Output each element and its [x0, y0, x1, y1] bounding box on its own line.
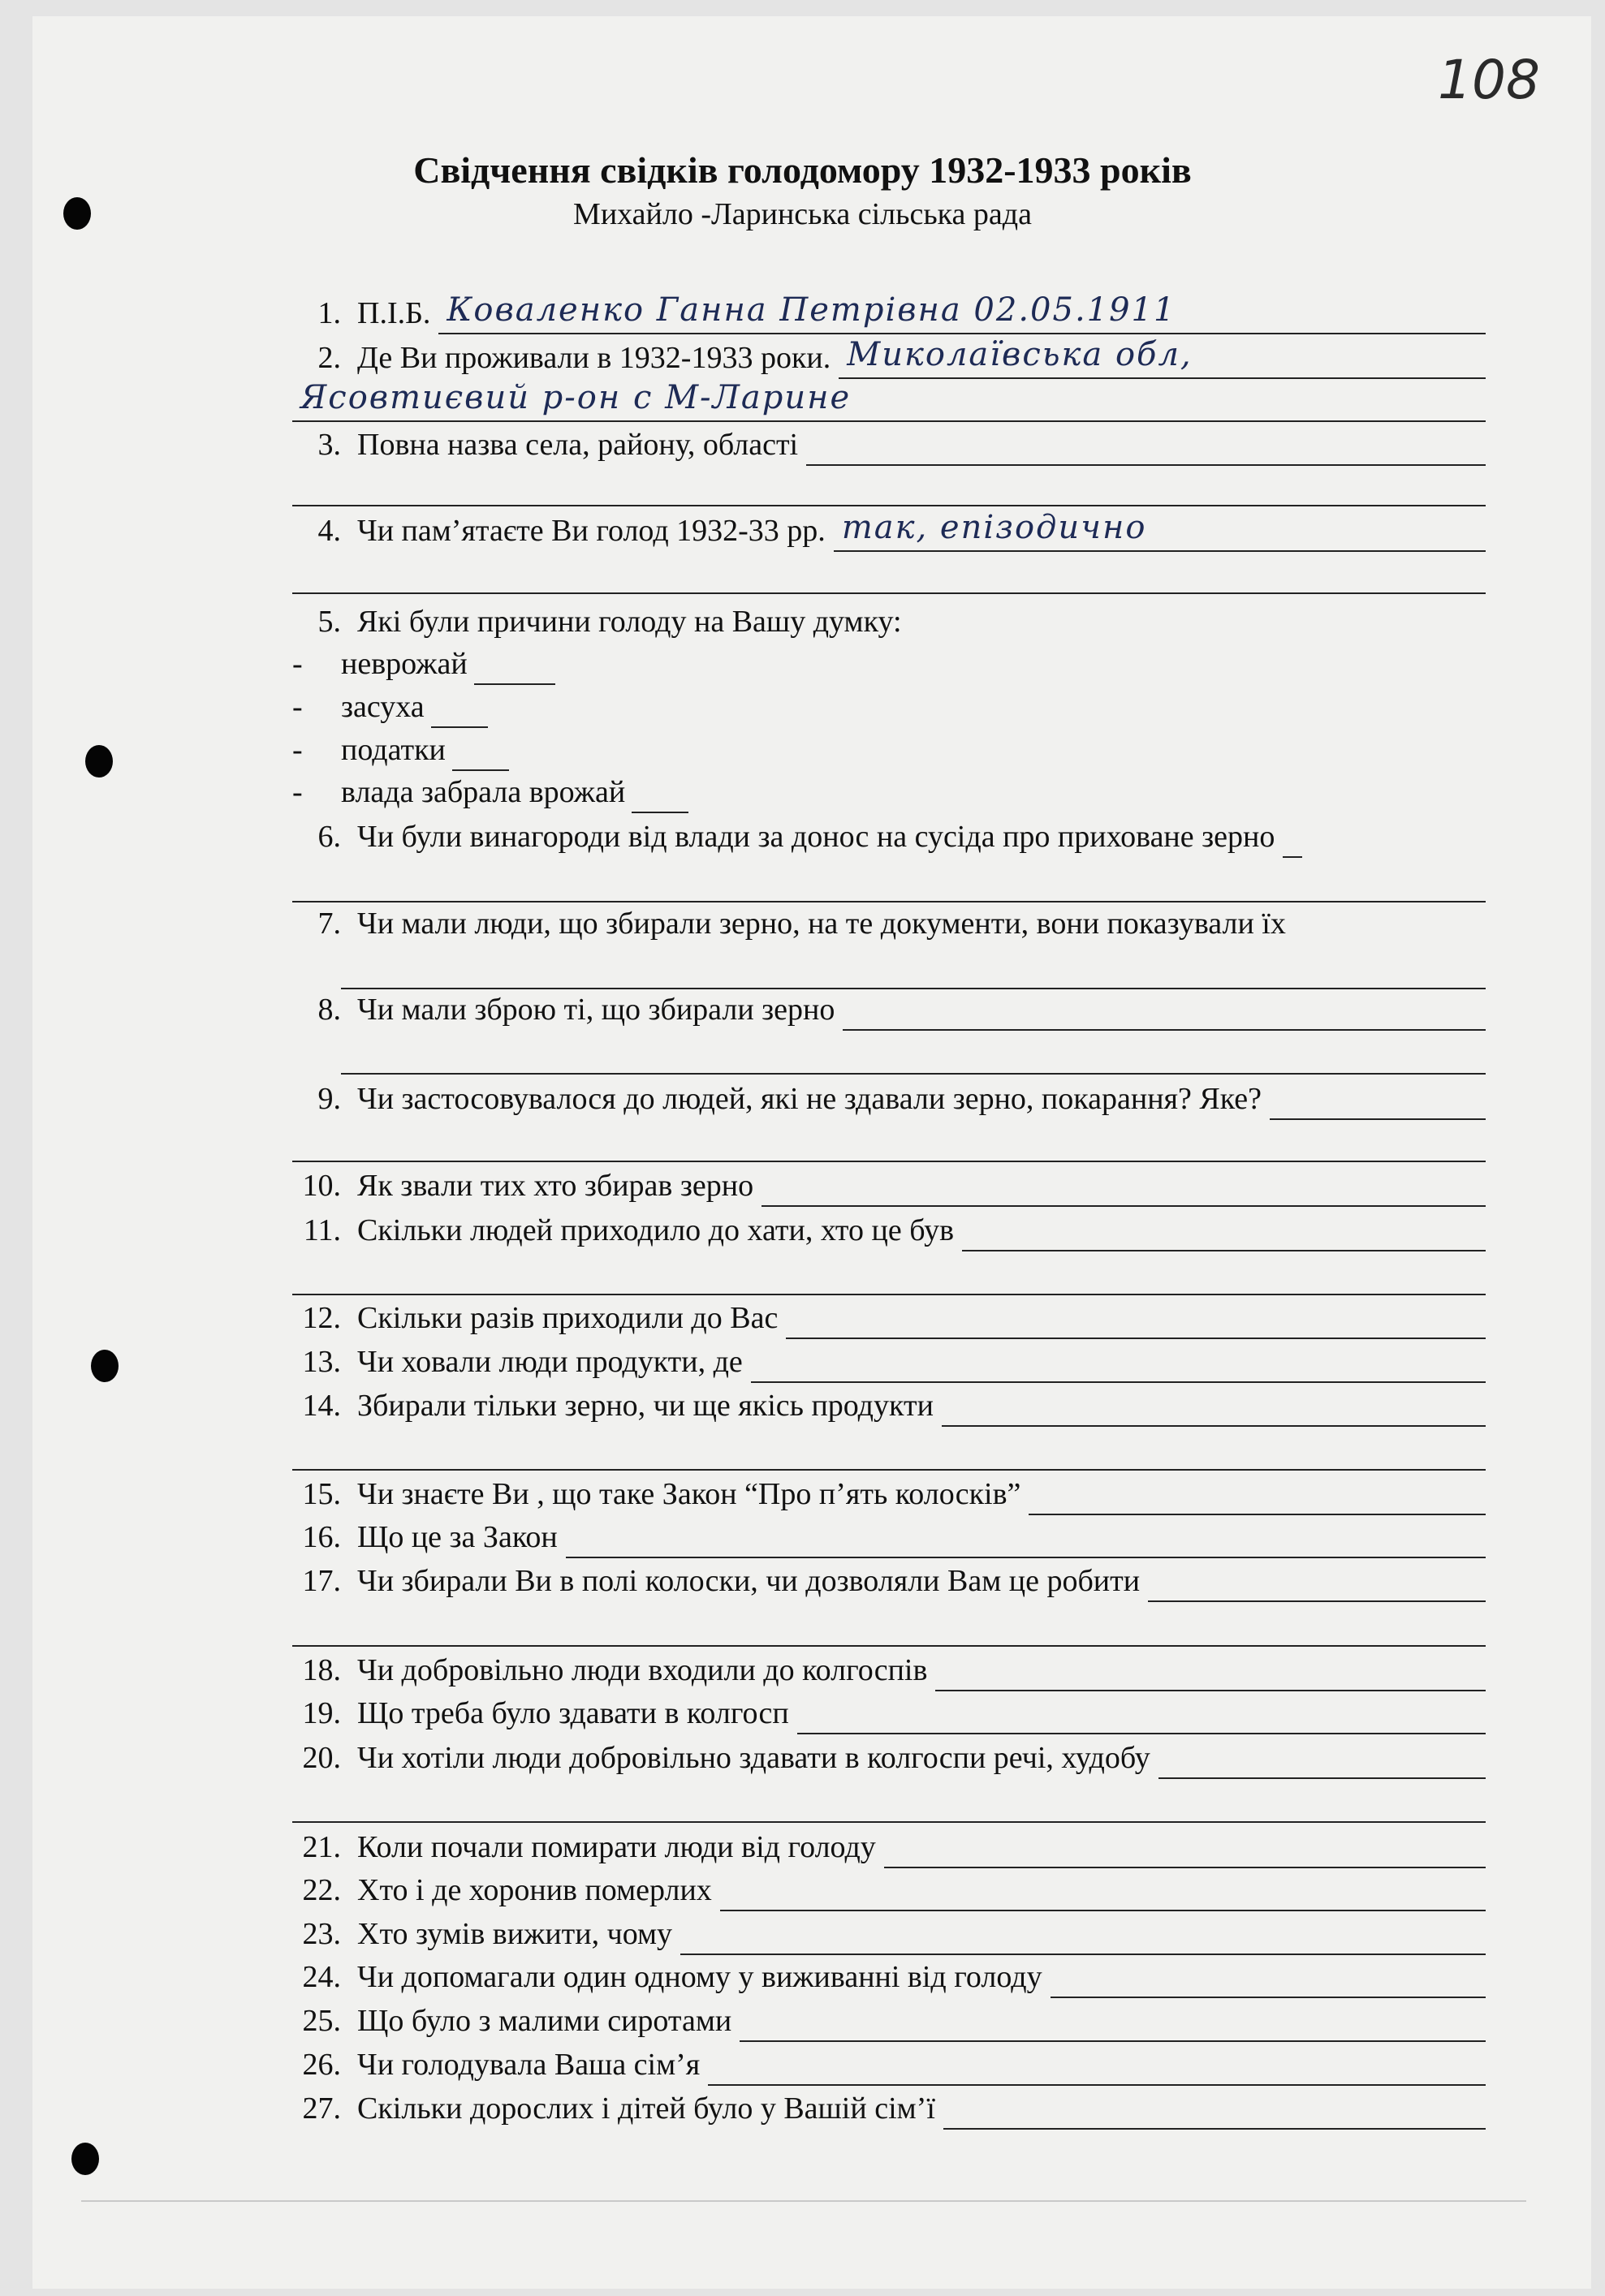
question-number: 25. — [302, 2004, 341, 2038]
handwritten-answer: Ясовтиєвий р-он с М-Ларине — [300, 379, 852, 416]
answer-field[interactable] — [1158, 1745, 1486, 1779]
question-row — [292, 2000, 1486, 2042]
question-number: 22. — [302, 1873, 341, 1907]
answer-continuation — [292, 380, 1486, 422]
question-row — [292, 510, 1486, 552]
question-number: 7. — [317, 907, 341, 941]
answer-field[interactable] — [740, 2008, 1486, 2042]
question-number: 15. — [302, 1477, 341, 1511]
question-row — [292, 1737, 1486, 1779]
handwritten-answer: так, епізодично — [841, 509, 1147, 546]
question-row — [292, 816, 1486, 858]
question-text: Чи мали зброю ті, що збирали зерно — [357, 993, 835, 1027]
question-row — [292, 1692, 1486, 1734]
question-text: Де Ви проживали в 1932-1933 роки. — [357, 341, 831, 375]
page-bottom-rule — [81, 2199, 1526, 2202]
answer-field[interactable] — [438, 291, 1486, 334]
question-row — [292, 601, 1486, 643]
question-text: Чи добровільно люди входили до колгоспів — [357, 1653, 928, 1687]
answer-line[interactable] — [292, 1820, 1486, 1823]
question-number: 16. — [302, 1520, 341, 1554]
question-row — [292, 1341, 1486, 1383]
page-number: 108 — [1438, 49, 1540, 111]
question-row — [292, 292, 1486, 334]
cause-field[interactable] — [431, 699, 488, 728]
question-number: 6. — [317, 820, 341, 854]
answer-field[interactable] — [1283, 824, 1302, 858]
question-text: Чи допомагали один одному у виживанні від голоду — [357, 1960, 1042, 1994]
punch-hole — [71, 2143, 99, 2175]
answer-field[interactable] — [834, 509, 1486, 552]
answer-field[interactable] — [720, 1877, 1486, 1911]
question-row — [292, 1913, 1486, 1955]
cause-option: - засуха — [292, 686, 1486, 728]
cause-field[interactable] — [632, 784, 688, 813]
question-text: Чи голодувала Ваша сім’я — [357, 2048, 701, 2082]
question-row — [292, 1649, 1486, 1691]
question-number: 5. — [317, 605, 341, 639]
answer-line[interactable] — [292, 591, 1486, 594]
question-number: 11. — [303, 1213, 341, 1247]
answer-line[interactable] — [341, 1071, 1486, 1075]
answer-field[interactable] — [292, 379, 1486, 422]
question-number: 12. — [302, 1301, 341, 1335]
answer-line[interactable] — [292, 1159, 1486, 1162]
answer-field[interactable] — [843, 997, 1486, 1031]
document-title: Свідчення свідків голодомору 1932-1933 років — [413, 149, 1192, 191]
question-row — [292, 1473, 1486, 1515]
cause-field[interactable] — [452, 742, 509, 771]
question-number: 4. — [317, 514, 341, 548]
question-text: Які були причини голоду на Вашу думку: — [357, 605, 902, 639]
question-row — [292, 1560, 1486, 1602]
question-text: Скільки разів приходили до Вас — [357, 1301, 779, 1335]
cause-label: податки — [341, 733, 446, 767]
question-number: 27. — [302, 2091, 341, 2126]
question-number: 3. — [317, 428, 341, 462]
question-text: Що було з малими сиротами — [357, 2004, 732, 2038]
question-text: Що це за Закон — [357, 1520, 558, 1554]
question-text: Чи мали люди, що збирали зерно, на те документи, вони показували їх — [357, 907, 1286, 941]
answer-field[interactable] — [943, 2096, 1486, 2130]
answer-field[interactable] — [806, 432, 1486, 466]
answer-field[interactable] — [884, 1834, 1486, 1868]
answer-field[interactable] — [962, 1217, 1486, 1251]
question-row — [292, 1209, 1486, 1251]
answer-field[interactable] — [1051, 1964, 1486, 1998]
answer-field[interactable] — [797, 1700, 1486, 1734]
answer-field[interactable] — [751, 1349, 1486, 1383]
document-header — [0, 146, 1605, 234]
answer-line[interactable] — [292, 1643, 1486, 1647]
question-row — [292, 337, 1486, 379]
question-number: 14. — [302, 1389, 341, 1423]
answer-field[interactable] — [680, 1921, 1486, 1955]
punch-hole — [85, 745, 113, 778]
question-row — [292, 989, 1486, 1031]
question-text: Хто і де хоронив померлих — [357, 1873, 712, 1907]
answer-field[interactable] — [1270, 1086, 1486, 1120]
question-text: Чи знаєте Ви , що таке Закон “Про п’ять колосків” — [357, 1477, 1021, 1511]
question-number: 8. — [317, 993, 341, 1027]
answer-field[interactable] — [1029, 1481, 1486, 1515]
answer-line[interactable] — [292, 1292, 1486, 1295]
answer-field[interactable] — [762, 1173, 1486, 1207]
question-text: Чи збирали Ви в полі колоски, чи дозволяли Вам це робити — [357, 1564, 1141, 1598]
question-number: 1. — [317, 296, 341, 330]
question-number: 24. — [302, 1960, 341, 1994]
cause-label: засуха — [341, 690, 425, 724]
question-text: Чи ховали люди продукти, де — [357, 1345, 743, 1379]
punch-hole — [91, 1350, 119, 1382]
answer-field[interactable] — [1148, 1568, 1486, 1602]
question-text: Як звали тих хто збирав зерно — [357, 1169, 754, 1203]
cause-option: - влада забрала врожай — [292, 771, 1486, 813]
question-number: 10. — [302, 1169, 341, 1203]
question-number: 23. — [302, 1917, 341, 1951]
answer-field[interactable] — [839, 336, 1486, 379]
question-text: Чи застосовувалося до людей, які не здавали зерно, покарання? Яке? — [357, 1082, 1262, 1116]
question-number: 13. — [302, 1345, 341, 1379]
question-row — [292, 1956, 1486, 1998]
answer-field[interactable] — [942, 1393, 1486, 1427]
question-number: 26. — [302, 2048, 341, 2082]
question-number: 21. — [302, 1830, 341, 1864]
question-row — [292, 1516, 1486, 1558]
cause-label: влада забрала врожай — [341, 775, 626, 809]
answer-line[interactable] — [292, 1467, 1486, 1471]
answer-field[interactable] — [566, 1524, 1486, 1558]
question-row — [292, 2087, 1486, 2130]
question-row — [292, 902, 1486, 945]
cause-option: - податки — [292, 729, 1486, 771]
question-number: 2. — [317, 341, 341, 375]
cause-label: неврожай — [341, 647, 468, 681]
cause-field[interactable] — [474, 656, 555, 685]
question-text: Хто зумів вижити, чому — [357, 1917, 673, 1951]
question-row — [292, 424, 1486, 466]
question-text: П.І.Б. — [357, 296, 431, 330]
question-text: Чи хотіли люди добровільно здавати в колгоспи речі, худобу — [357, 1741, 1150, 1775]
question-text: Скільки людей приходило до хати, хто це був — [357, 1213, 955, 1247]
question-text: Повна назва села, району, області — [357, 428, 799, 462]
handwritten-answer: Коваленко Ганна Петрівна 02.05.1911 — [447, 291, 1176, 329]
question-number: 18. — [302, 1653, 341, 1687]
question-row — [292, 1297, 1486, 1339]
handwritten-answer: Миколаївська обл, — [847, 336, 1193, 373]
question-row — [292, 1826, 1486, 1868]
answer-field[interactable] — [935, 1657, 1486, 1691]
document-subtitle: Михайло -Ларинська сільська рада — [573, 197, 1032, 231]
question-row — [292, 2044, 1486, 2086]
question-number: 19. — [302, 1696, 341, 1730]
question-number: 9. — [317, 1082, 341, 1116]
question-text: Чи пам’ятаєте Ви голод 1932-33 рр. — [357, 514, 826, 548]
answer-field[interactable] — [708, 2052, 1486, 2086]
question-row — [292, 1078, 1486, 1120]
question-number: 20. — [302, 1741, 341, 1775]
answer-field[interactable] — [786, 1305, 1486, 1339]
question-text: Коли почали помирати люди від голоду — [357, 1830, 876, 1864]
question-row — [292, 1869, 1486, 1911]
question-text: Скільки дорослих і дітей було у Вашій сім’ї — [357, 2091, 935, 2126]
question-text: Чи були винагороди від влади за донос на сусіда про приховане зерно — [357, 820, 1275, 854]
question-row — [292, 1165, 1486, 1207]
question-text: Збирали тільки зерно, чи ще якісь продукти — [357, 1389, 934, 1423]
question-text: Що треба було здавати в колгосп — [357, 1696, 789, 1730]
cause-option: - неврожай — [292, 643, 1486, 685]
question-number: 17. — [302, 1564, 341, 1598]
question-row — [292, 1385, 1486, 1427]
